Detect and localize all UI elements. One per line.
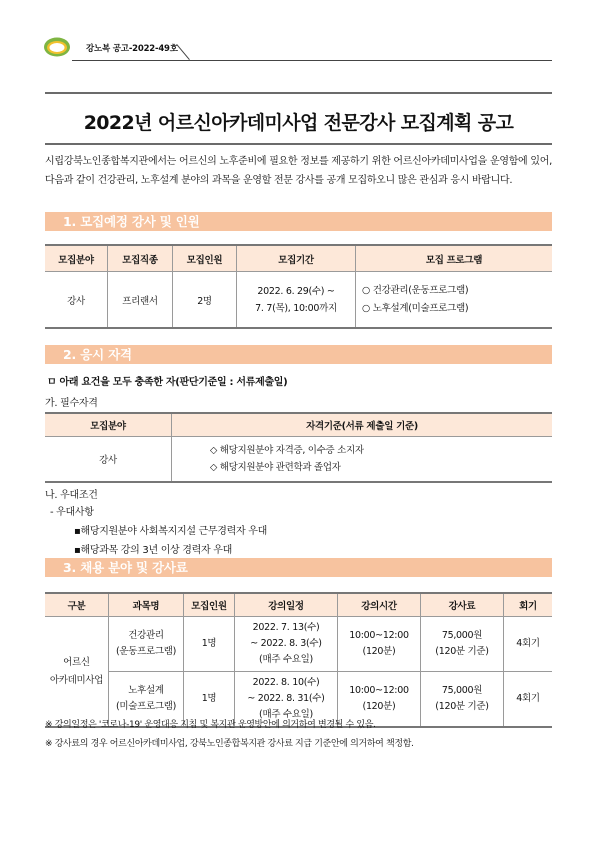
preference-label: - 우대사항 [50,507,94,518]
count-cell: 1명 [184,672,235,728]
time-line: 10:00~12:00 [349,630,409,641]
time-line: (120분) [362,701,396,712]
criteria-cell [172,437,553,483]
table-row [45,617,552,672]
program-item: ○ 노후설계(미술프로그램) [362,302,469,314]
table-header-cell: 강사료 [421,593,504,617]
recruitment-table [45,244,552,329]
table-header-row [45,245,552,272]
time-line: (120분) [362,646,396,657]
table-header-cell: 강의시간 [338,593,421,617]
schedule-line: (매주 수요일) [259,709,313,720]
document-number: 강노복 공고-2022-49호 [86,44,178,54]
table-header-row [45,413,552,437]
sessions-cell: 4회기 [504,617,553,672]
table-header-cell: 모집인원 [184,593,235,617]
sessions-cell: 4회기 [504,672,553,728]
section1-heading: 1. 모집예정 강사 및 인원 [45,212,552,231]
preference-item: ▪해당지원분야 사회복지지설 근무경력자 우대 [74,526,267,537]
table-header-cell: 모집분야 [45,413,172,437]
page-title: 2022년 어르신아카데미사업 전문강사 모집계획 공고 [83,112,514,134]
subject-cell [109,617,184,672]
program-cell [356,272,553,329]
table-header-cell: 회기 [504,593,553,617]
criteria-item: ◇ 해당지원분야 자격증, 이수증 소지자 [210,445,364,456]
time-line: 10:00~12:00 [349,685,409,696]
fee-schedule-table [45,592,552,728]
schedule-line: 2022. 8. 10(수) [252,677,320,688]
subject-name: 건강관리 [128,630,164,641]
criteria-item: ◇ 해당지원분야 관련학과 졸업자 [210,462,341,473]
table-row [45,437,552,483]
period-cell [237,272,356,329]
table-header-cell: 모집인원 [173,245,237,272]
footnote: ※ 강의일정은 '코로나-19' 운영대응 지침 및 복지관 운영방안에 의거하여 변경될 수 있음. [45,720,376,730]
division-line: 아카데미사업 [49,674,104,686]
table-header-cell: 과목명 [109,593,184,617]
field-cell: 강사 [45,437,172,483]
schedule-line: 2022. 7. 13(수) [252,622,320,633]
schedule-line: ~ 2022. 8. 31(수) [247,693,325,704]
fee-line: (120분 기준) [435,701,489,712]
table-header-cell: 모집기간 [237,245,356,272]
section3-heading: 3. 채용 분야 및 강사료 [45,558,552,577]
table-row [45,272,552,329]
fee-cell [421,672,504,728]
qualification-table [45,412,552,483]
fee-line: 75,000원 [441,685,483,696]
table-header-cell: 모집직종 [108,245,173,272]
program-item: ○ 건강관리(운동프로그램) [362,284,469,296]
division-cell [45,617,109,728]
count-cell: 1명 [184,617,235,672]
period-line: 2022. 6. 29(수) ~ [257,285,335,297]
table-header-cell: 자격기준(서류 제출일 기준) [172,413,553,437]
title-top-rule [45,92,552,94]
schedule-line: ~ 2022. 8. 3(수) [250,638,322,649]
header-divider-slant [176,44,190,60]
subject-type: (운동프로그램) [115,646,177,657]
table-header-cell: 구분 [45,593,109,617]
preference-item: ▪해당과목 강의 3년 이상 경력자 우대 [74,545,232,556]
subject-type: (미술프로그램) [115,701,177,712]
fee-cell [421,617,504,672]
job-cell: 프리랜서 [108,272,173,329]
schedule-cell [235,617,338,672]
header-divider [72,60,552,61]
title-bottom-rule [45,143,552,145]
section2-heading: 2. 응시 자격 [45,345,552,364]
requirement-text: ㅁ 아래 요건을 모두 충족한 자(판단기준일 : 서류제출일) [47,377,288,388]
table-header-row [45,593,552,617]
field-cell: 강사 [45,272,108,329]
preferred-conditions-label: 나. 우대조건 [45,490,98,501]
division-line: 어르신 [63,656,90,668]
fee-line: (120분 기준) [435,646,489,657]
schedule-line: (매주 수요일) [259,654,313,665]
fee-line: 75,000원 [441,630,483,641]
time-cell [338,617,421,672]
organization-logo [43,36,71,58]
count-cell: 2명 [173,272,237,329]
footnote: ※ 강사료의 경우 어르신아카데미사업, 강북노인종합복지관 강사료 지급 기준안에 의거하여 책정함. [45,739,414,749]
period-line: 7. 7(목), 10:00까지 [255,302,337,314]
subject-name: 노후설계 [128,685,164,696]
required-qualifications-label: 가. 필수자격 [45,398,98,409]
table-header-cell: 모집 프로그램 [356,245,553,272]
intro-paragraph: 시립강북노인종합복지관에서는 어르신의 노후준비에 필요한 정보를 제공하기 위한 어르신아카데미사업을 운영함에 있어, 다음과 같이 건강관리, 노후설계 분야의 과목을 운영할 전문 강사를 공개 모집하오니 많은 관심과 응시 바랍니다. [45,156,552,186]
table-header-cell: 강의일정 [235,593,338,617]
table-header-cell: 모집분야 [45,245,108,272]
